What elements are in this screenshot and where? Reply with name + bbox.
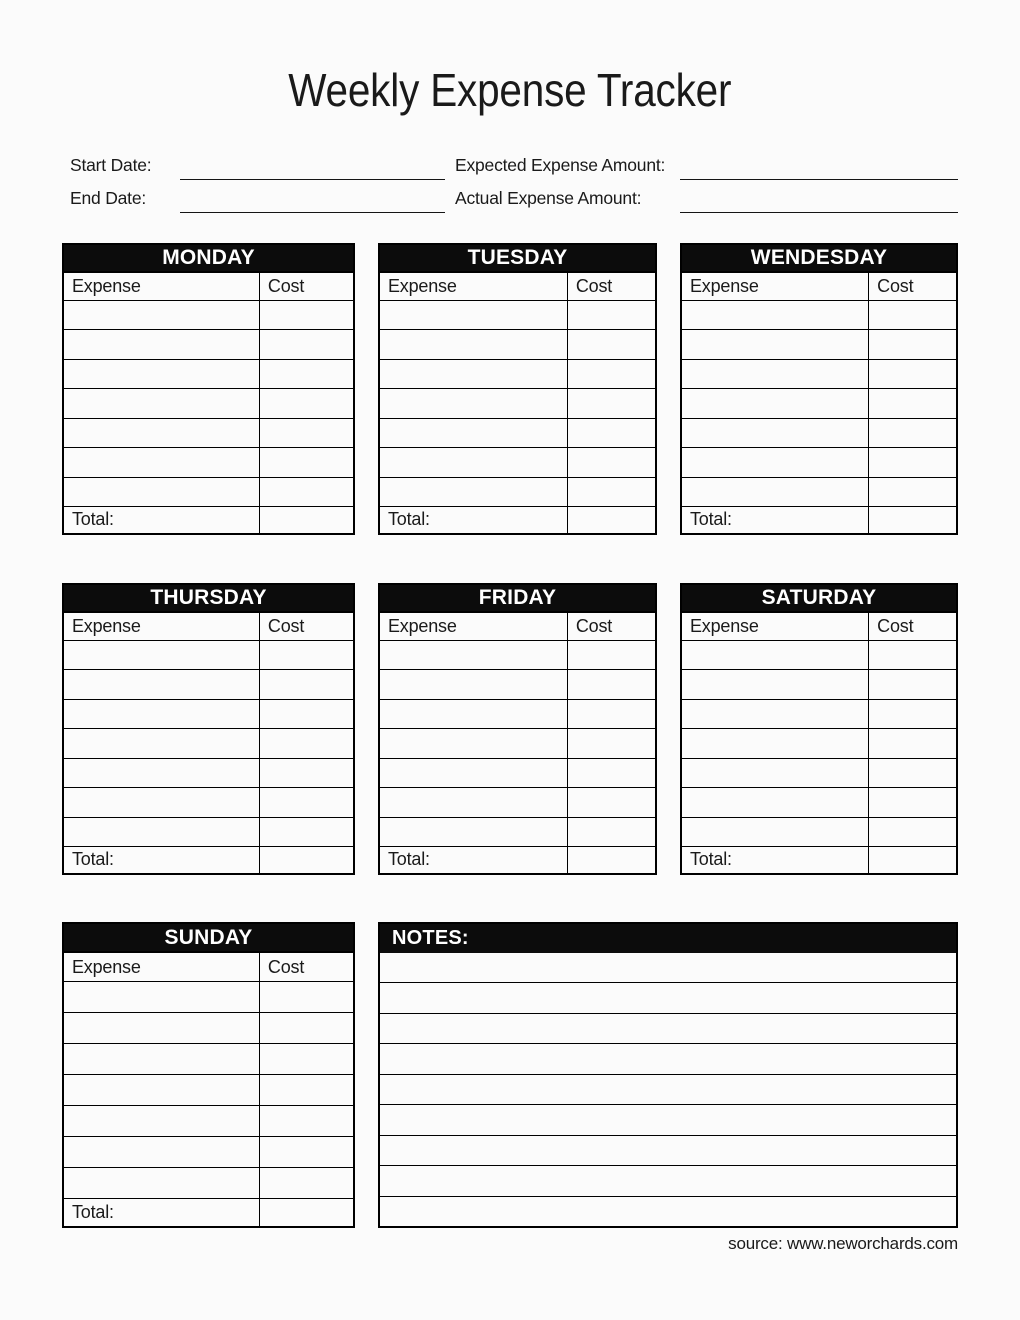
cost-cell [567,817,656,847]
cost-cell [567,330,656,360]
notes-line [380,953,956,983]
expense-cell [681,359,869,389]
table-row [63,359,354,389]
expense-cell [379,640,567,670]
total-cost-cell [259,847,354,874]
end-date-line [180,191,445,213]
expense-cell [63,1044,259,1075]
table-row [681,418,957,448]
expected-expense-amount-label: Expected Expense Amount: [455,155,666,175]
expense-cell [63,448,259,478]
cost-cell [869,477,957,507]
total-row [681,847,957,874]
total-label: Total: [681,507,869,534]
table-row [379,389,656,419]
cost-cell [869,670,957,700]
cost-cell [869,758,957,788]
cost-column-header: Cost [567,272,656,300]
table-row [379,418,656,448]
table-row [63,758,354,788]
day-table-monday [62,243,355,535]
table-row [63,670,354,700]
day-tables-row-3 [62,922,958,1228]
day-table-friday [378,583,657,875]
cost-cell [259,330,354,360]
day-table-title: TUESDAY [379,244,656,272]
expense-column-header: Expense [63,612,259,640]
notes-line [380,1014,956,1044]
expense-cell [379,448,567,478]
expense-cell [379,729,567,759]
total-label: Total: [63,507,259,534]
notes-line [380,1166,956,1196]
source-credit: source: www.neworchards.com [728,1234,958,1253]
table-row [681,729,957,759]
expense-column-header: Expense [681,612,869,640]
cost-cell [567,699,656,729]
expense-cell [63,640,259,670]
table-row [63,1075,354,1106]
cost-cell [259,1044,354,1075]
notes-line [380,1075,956,1105]
expense-cell [63,359,259,389]
cost-cell [259,1013,354,1044]
notes-panel [378,922,958,1228]
cost-cell [259,670,354,700]
expense-cell [63,788,259,818]
expense-cell [379,788,567,818]
expense-cell [681,729,869,759]
cost-cell [567,758,656,788]
total-cost-cell [567,507,656,534]
cost-cell [869,389,957,419]
expense-cell [63,729,259,759]
expense-cell [63,1168,259,1199]
expense-cell [379,758,567,788]
table-row [63,300,354,330]
notes-line [380,1197,956,1226]
table-row [63,330,354,360]
table-row [681,477,957,507]
cost-cell [259,359,354,389]
cost-cell [259,448,354,478]
cost-cell [869,418,957,448]
notes-line [380,1105,956,1135]
total-label: Total: [379,847,567,874]
cost-cell [869,640,957,670]
table-row [63,418,354,448]
table-row [681,817,957,847]
cost-column-header: Cost [259,272,354,300]
cost-cell [567,670,656,700]
day-table-tuesday [378,243,657,535]
expense-cell [379,817,567,847]
day-table-wendesday [680,243,958,535]
expense-cell [63,1013,259,1044]
cost-cell [567,418,656,448]
expense-cell [379,418,567,448]
table-row [63,640,354,670]
expense-cell [681,477,869,507]
table-row [379,817,656,847]
end-date-label: End Date: [70,188,147,208]
expense-cell [379,389,567,419]
expense-cell [63,477,259,507]
start-date-line [180,158,445,180]
day-table-title: SUNDAY [63,923,354,952]
expense-column-header: Expense [379,612,567,640]
start-date-label: Start Date: [70,155,152,175]
expense-cell [681,817,869,847]
expense-cell [379,359,567,389]
table-row [379,758,656,788]
total-label: Total: [63,1199,259,1227]
expense-cell [63,330,259,360]
actual-expense-amount-label: Actual Expense Amount: [455,188,642,208]
cost-cell [869,359,957,389]
day-tables-row-1 [62,243,958,535]
total-label: Total: [63,847,259,874]
expense-cell [379,699,567,729]
expense-cell [681,699,869,729]
cost-cell [869,300,957,330]
actual-expense-amount-line [680,191,958,213]
table-row [681,359,957,389]
expense-column-header: Expense [681,272,869,300]
total-cost-cell [567,847,656,874]
table-row [379,670,656,700]
day-table-title: WENDESDAY [681,244,957,272]
cost-column-header: Cost [869,272,957,300]
cost-cell [869,788,957,818]
cost-cell [259,640,354,670]
total-cost-cell [869,847,957,874]
table-row [379,788,656,818]
notes-line [380,983,956,1013]
cost-column-header: Cost [259,612,354,640]
expense-cell [681,758,869,788]
expense-column-header: Expense [63,272,259,300]
cost-cell [259,389,354,419]
cost-cell [567,477,656,507]
table-row [63,477,354,507]
notes-line [380,1136,956,1166]
table-row [379,729,656,759]
table-row [681,670,957,700]
table-row [379,330,656,360]
expense-cell [63,670,259,700]
expense-cell [681,389,869,419]
table-row [379,477,656,507]
cost-cell [567,788,656,818]
expense-cell [379,670,567,700]
expense-cell [63,418,259,448]
page-title-text: Weekly Expense Tracker [288,64,732,116]
day-table-sunday [62,922,355,1228]
cost-cell [869,729,957,759]
day-table-title: SATURDAY [681,584,957,612]
cost-cell [567,729,656,759]
total-cost-cell [259,1199,354,1227]
expense-cell [63,699,259,729]
table-row [63,788,354,818]
day-table-title: THURSDAY [63,584,354,612]
table-row [63,448,354,478]
cost-cell [259,300,354,330]
cost-cell [567,448,656,478]
total-row [63,1199,354,1227]
expense-cell [379,477,567,507]
expected-expense-amount-line [680,158,958,180]
cost-cell [259,817,354,847]
expense-cell [379,300,567,330]
cost-column-header: Cost [567,612,656,640]
cost-cell [259,1168,354,1199]
expense-cell [63,300,259,330]
cost-cell [567,300,656,330]
total-label: Total: [681,847,869,874]
cost-cell [869,330,957,360]
table-row [681,389,957,419]
cost-cell [869,448,957,478]
cost-column-header: Cost [259,952,354,981]
expense-cell [63,758,259,788]
cost-cell [259,1137,354,1168]
expense-cell [63,1137,259,1168]
expense-cell [681,300,869,330]
table-row [681,758,957,788]
expense-cell [63,982,259,1013]
cost-cell [259,418,354,448]
total-cost-cell [259,507,354,534]
table-row [681,788,957,818]
expense-column-header: Expense [63,952,259,981]
table-row [379,640,656,670]
cost-cell [567,359,656,389]
cost-cell [259,758,354,788]
day-table-title: FRIDAY [379,584,656,612]
cost-cell [567,640,656,670]
cost-cell [259,699,354,729]
total-row [63,507,354,534]
day-tables-row-2 [62,583,958,875]
expense-cell [379,330,567,360]
table-row [379,359,656,389]
total-label: Total: [379,507,567,534]
total-row [681,507,957,534]
total-cost-cell [869,507,957,534]
cost-cell [567,389,656,419]
table-row [681,640,957,670]
table-row [681,330,957,360]
table-row [63,389,354,419]
expense-cell [681,640,869,670]
expense-cell [681,788,869,818]
cost-cell [259,1106,354,1137]
table-row [63,1013,354,1044]
page-title [0,64,1020,116]
cost-cell [259,477,354,507]
expense-cell [63,1106,259,1137]
expense-cell [63,389,259,419]
total-row [379,507,656,534]
day-table-saturday [680,583,958,875]
table-row [63,1106,354,1137]
expense-cell [681,670,869,700]
table-row [63,729,354,759]
total-row [379,847,656,874]
table-row [63,699,354,729]
table-row [681,448,957,478]
expense-cell [681,448,869,478]
expense-cell [681,418,869,448]
day-table-title: MONDAY [63,244,354,272]
table-row [681,300,957,330]
table-row [63,1168,354,1199]
table-row [63,1137,354,1168]
expense-cell [63,817,259,847]
cost-column-header: Cost [869,612,957,640]
cost-cell [259,729,354,759]
table-row [379,300,656,330]
cost-cell [259,982,354,1013]
table-row [379,699,656,729]
table-row [63,817,354,847]
notes-header: NOTES: [380,924,956,953]
expense-cell [63,1075,259,1106]
table-row [63,982,354,1013]
expense-cell [681,330,869,360]
table-row [379,448,656,478]
total-row [63,847,354,874]
expense-column-header: Expense [379,272,567,300]
day-table-thursday [62,583,355,875]
cost-cell [869,699,957,729]
cost-cell [259,1075,354,1106]
table-row [63,1044,354,1075]
table-row [681,699,957,729]
cost-cell [259,788,354,818]
cost-cell [869,817,957,847]
notes-line [380,1044,956,1074]
